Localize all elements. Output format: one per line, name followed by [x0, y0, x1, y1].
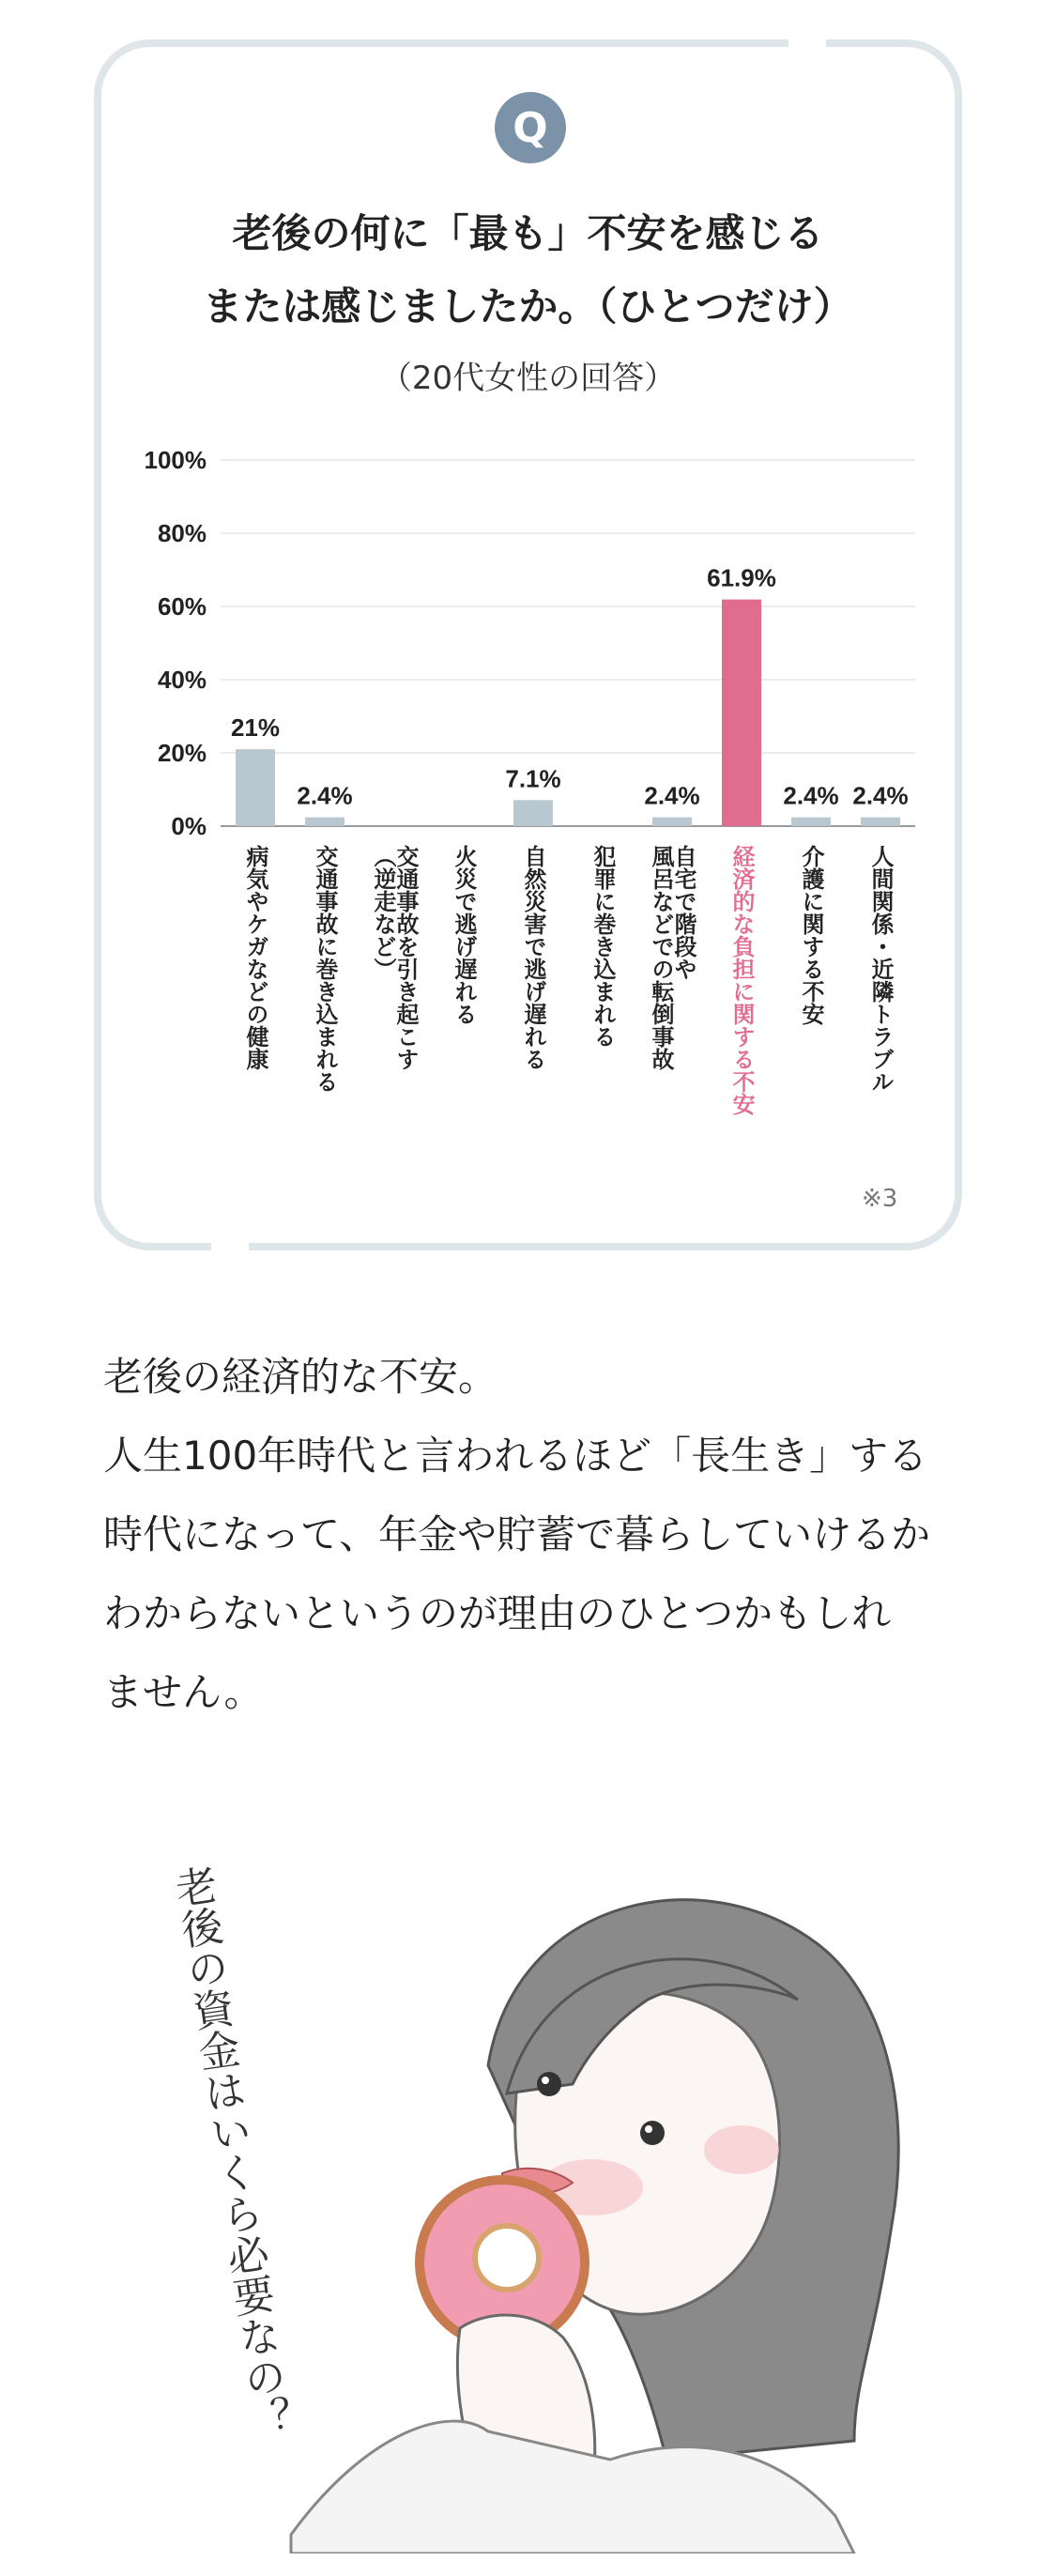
eye-shape [640, 2121, 665, 2145]
woman-donut-illustration [178, 1784, 948, 2553]
donut-hole-shape [475, 2226, 539, 2290]
y-tick-label: 100% [144, 446, 207, 474]
bar [513, 800, 553, 826]
category-label: 自宅で階段や [670, 845, 696, 980]
data-label: 2.4% [852, 781, 909, 810]
bar [861, 818, 900, 826]
category-label: 病気やケガなどの健康 [242, 845, 268, 1070]
y-tick-label: 20% [157, 739, 207, 767]
eye-shape [542, 2077, 549, 2084]
category-label: 犯罪に巻き込まれる [589, 845, 616, 1048]
body-line: わからないというのが理由のひとつかもしれ [103, 1590, 892, 1636]
category-label: 自然災害で逃げ遅れる [520, 845, 546, 1070]
category-label: 人間関係・近隣トラブル [867, 845, 894, 1093]
bar [652, 818, 692, 826]
category-label: （逆走など） [370, 845, 396, 980]
category-label: 経済的な負担に関する不安 [728, 845, 755, 1115]
question-title-line: または感じましたか。（ひとつだけ） [203, 284, 853, 330]
card-border-gap [788, 32, 826, 51]
category-label: 介護に関する不安 [798, 845, 824, 1025]
bar [722, 600, 761, 826]
y-tick-label: 80% [157, 519, 207, 547]
bar [305, 818, 344, 826]
question-title-line: 老後の何に「最も」不安を感じる [232, 210, 824, 256]
data-label: 21% [230, 713, 281, 743]
eye-shape [645, 2125, 652, 2133]
footnote: ※3 [862, 1185, 898, 1213]
card-border-gap [211, 1241, 249, 1260]
category-label: 火災で逃げ遅れる [451, 845, 477, 1025]
body-paragraph [103, 1338, 976, 1732]
eye-shape [537, 2072, 561, 2096]
category-label: 交通事故を引き起こす [392, 845, 419, 1070]
body-line: 人生100年時代と言われるほど「長生き」する [103, 1433, 928, 1479]
bar [791, 818, 831, 826]
question-title [113, 197, 943, 344]
bar-chart [113, 432, 943, 1202]
y-tick-label: 0% [171, 812, 207, 840]
y-tick-label: 40% [157, 666, 207, 694]
speech-text: 老後の資金はいくら必要なの？ [165, 1863, 294, 2443]
body-line: 時代になって、年金や貯蓄で暮らしていけるか [103, 1511, 931, 1557]
body-line: 老後の経済的な不安。 [103, 1354, 498, 1400]
category-label: 交通事故に巻き込まれる [312, 845, 338, 1093]
body-line: ません。 [103, 1669, 264, 1715]
question-subtitle: （20代女性の回答） [379, 360, 677, 397]
category-label: 風呂などでの転倒事故 [648, 845, 674, 1070]
question-badge: Q [495, 92, 566, 163]
data-label: 2.4% [644, 781, 700, 810]
bar [236, 749, 275, 826]
data-label: 61.9% [707, 563, 776, 592]
data-label: 2.4% [297, 781, 353, 810]
blush-shape [704, 2125, 779, 2174]
y-tick-label: 60% [157, 592, 207, 621]
data-label: 7.1% [505, 764, 561, 793]
data-label: 2.4% [783, 781, 839, 810]
